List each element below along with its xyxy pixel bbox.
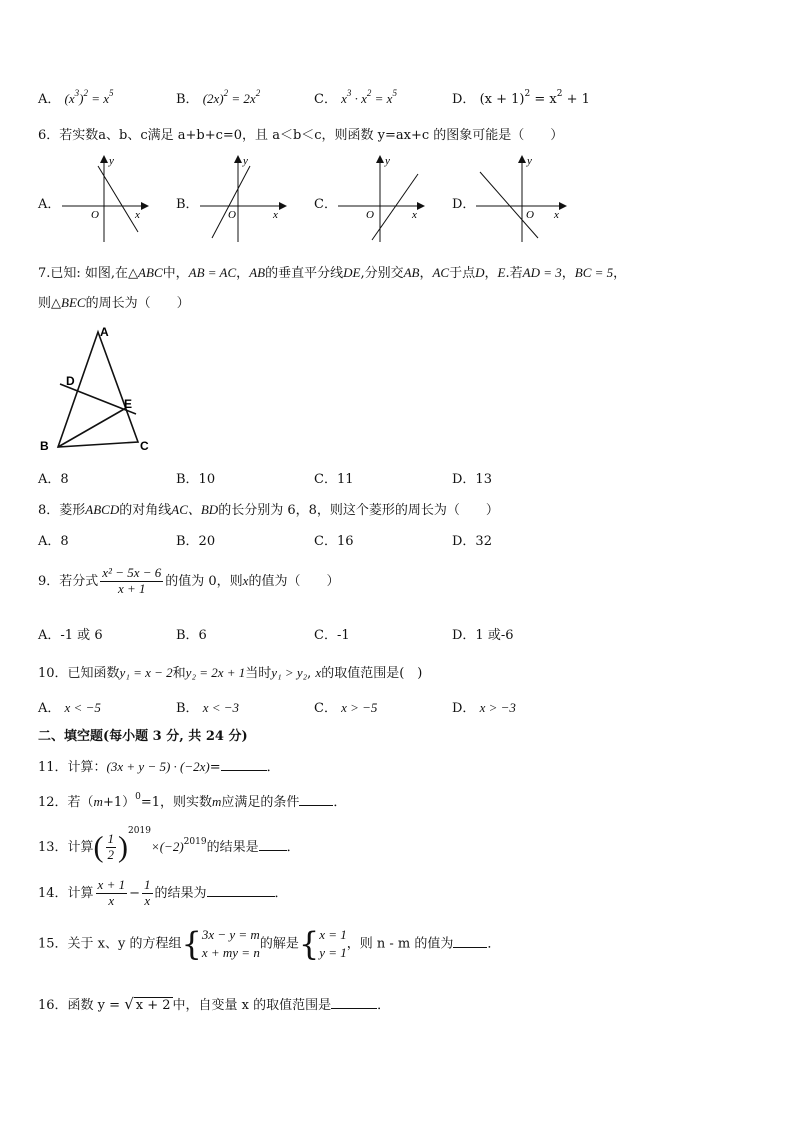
q7-stem-line1: 7.已知: 如图,在△ABC中，AB = AC，AB的垂直平分线DE,分别交AB，AC于点D，E.若AD = 3，BC = 5， bbox=[38, 265, 627, 281]
q6-d-origin: O bbox=[526, 209, 534, 221]
q6-graph-b bbox=[198, 152, 293, 244]
q14-fraction-2: $\frac{1}{x}$ bbox=[144, 877, 151, 908]
q5-option-a: A． $(x^3)^2 = x^5$ bbox=[38, 88, 114, 107]
q9-option-c: C．-1 bbox=[314, 628, 350, 643]
q7-option-a: A．8 bbox=[38, 472, 69, 487]
q7-stem-line2: 则△BEC的周长为（ ） bbox=[38, 295, 190, 311]
q7-option-d: D．13 bbox=[452, 472, 492, 487]
q5-option-b: B． $(2x)^2 = 2x^2$ bbox=[176, 88, 261, 107]
q6-b-y-label: y bbox=[243, 155, 248, 167]
q10-option-d: D． x > −3 bbox=[452, 700, 516, 716]
q7-triangle-figure bbox=[36, 322, 166, 456]
q16-answer-blank[interactable] bbox=[331, 997, 377, 1009]
q7-fig-label-d: D bbox=[66, 374, 75, 388]
q5-c-math: $x^3 \cdot x^2 = x^5$ bbox=[341, 88, 397, 106]
q6-c-x-label: x bbox=[412, 209, 417, 221]
q7-fig-label-c: C bbox=[140, 439, 149, 453]
q7-fig-label-a: A bbox=[100, 325, 109, 339]
q11-answer-blank[interactable] bbox=[221, 759, 267, 771]
q12: 12．若$(m+1)^0=1$，则实数m应满足的条件 ． bbox=[38, 792, 347, 810]
q6-b-x-label: x bbox=[273, 209, 278, 221]
q10-stem: 10．已知函数y₁ = x − 2和y₂ = 2x + 1当时y₁ > y₂, x的取值范围是( ) bbox=[38, 665, 423, 681]
q5-d-math: $(x + 1)^2 = x^2 + 1$ bbox=[479, 89, 590, 107]
q7-fig-label-b: B bbox=[40, 439, 49, 453]
q6-graph-c bbox=[336, 152, 431, 244]
q9-fraction: $\frac{\text{x² − 5x − 6}}{x + 1}$ bbox=[102, 565, 162, 596]
section-2-heading: 二、填空题(每小题 3 分, 共 24 分) bbox=[38, 729, 248, 744]
q6-stem: 6．若实数a、b、c满足 a+b+c=0，且 a＜b＜c，则函数 y=ax+c 的图象可能是（ ） bbox=[38, 128, 564, 143]
q8-option-d: D．32 bbox=[452, 534, 492, 549]
sqrt-sign: √ bbox=[124, 995, 134, 1013]
q6-b-origin: O bbox=[228, 209, 236, 221]
q13-answer-blank[interactable] bbox=[259, 839, 287, 851]
q10-option-c: C． x > −5 bbox=[314, 700, 378, 716]
q7-fig-label-e: E bbox=[124, 397, 133, 411]
q15-solution: x = 1 y = 1 bbox=[319, 927, 347, 961]
q6-label-a: A． bbox=[38, 197, 61, 212]
q5-b-math: $(2x)^2 = 2x^2$ bbox=[202, 88, 261, 106]
q5-option-c: C． $x^3 \cdot x^2 = x^5$ bbox=[314, 88, 397, 107]
q14-fraction-1: $\frac{x + 1}{x}$ bbox=[97, 877, 126, 908]
q8-option-b: B．20 bbox=[176, 534, 216, 549]
q6-graph-d bbox=[474, 152, 574, 244]
q15-system: 3x − y = m x + my = n bbox=[201, 927, 260, 961]
q6-a-origin: O bbox=[91, 209, 99, 221]
q6-d-y-label: y bbox=[527, 155, 532, 167]
q9-option-a: A．-1 或 6 bbox=[38, 628, 103, 643]
q9-option-b: B．6 bbox=[176, 628, 207, 643]
q11: 11．计算：(3x + y − 5) · (−2x)= ． bbox=[38, 759, 280, 775]
q6-d-x-label: x bbox=[554, 209, 559, 221]
q5-option-d: D． $(x + 1)^2 = x^2 + 1$ bbox=[452, 89, 590, 107]
q9-option-d: D．1 或-6 bbox=[452, 628, 514, 643]
q10-option-a: A． x < −5 bbox=[38, 700, 101, 716]
q14: 14．计算 $\frac{x + 1}{x}$ − $\frac{1}{x}$ 的结果为 ． bbox=[38, 877, 288, 908]
q14-answer-blank[interactable] bbox=[207, 885, 275, 897]
q12-answer-blank[interactable] bbox=[299, 794, 333, 806]
q15-answer-blank[interactable] bbox=[453, 936, 487, 948]
q6-label-b: B． bbox=[176, 197, 199, 212]
q6-c-y-label: y bbox=[385, 155, 390, 167]
q10-option-b: B． x < −3 bbox=[176, 700, 240, 716]
q9-stem: 9．若分式 $\frac{\text{x² − 5x − 6}}{x + 1}$ 的值为 0，则x的值为（ ） bbox=[38, 565, 340, 596]
q6-c-origin: O bbox=[366, 209, 374, 221]
q13: 13．计算( $\frac{1}{2}$ )$^{2019}\times(-2)^{2019}$的结果是 ． bbox=[38, 826, 300, 864]
q16: 16．函数 y = √ x + 2 中，自变量 x 的取值范围是 ． bbox=[38, 995, 391, 1013]
q7-option-b: B．10 bbox=[176, 472, 216, 487]
q6-a-y-label: y bbox=[109, 155, 114, 167]
q7-option-c: C．11 bbox=[314, 472, 354, 487]
q15: 15．关于 x、y 的方程组{ 3x − y = m x + my = n 的解是{ x = 1 y = 1 ，则 n - m 的值为 ． bbox=[38, 925, 501, 964]
q6-label-d: D． bbox=[452, 197, 476, 212]
q8-option-a: A．8 bbox=[38, 534, 69, 549]
q6-a-x-label: x bbox=[135, 209, 140, 221]
q6-graph-a bbox=[60, 152, 155, 244]
q8-stem: 8．菱形ABCD的对角线AC、BD的长分别为 6，8，则这个菱形的周长为（ ） bbox=[38, 502, 499, 518]
q6-label-c: C． bbox=[314, 197, 337, 212]
q8-option-c: C．16 bbox=[314, 534, 354, 549]
q5-a-math: $(x^3)^2 = x^5$ bbox=[64, 88, 114, 106]
q13-fraction: $\frac{1}{2}$ bbox=[107, 831, 115, 862]
